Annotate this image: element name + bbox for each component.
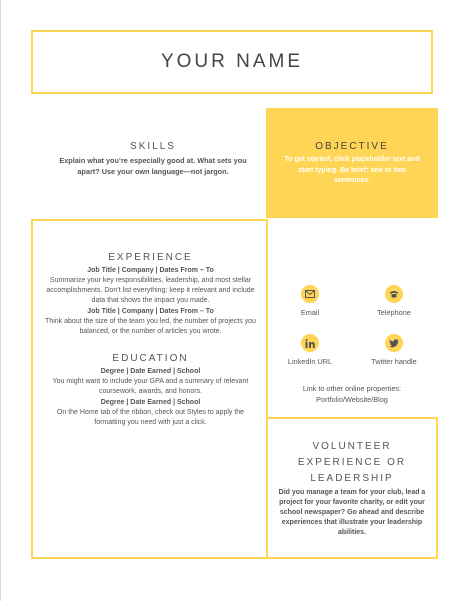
skills-section — [48, 141, 258, 177]
online-properties-line1[interactable]: Link to other online properties: — [302, 384, 402, 393]
volunteer-heading-line3[interactable]: LEADERSHIP — [310, 473, 394, 484]
experience-education-box — [31, 219, 268, 559]
education-description-1[interactable]: You might want to include your GPA and a summary of relevant coursework, awards, and honors. — [52, 378, 249, 395]
experience-description-1[interactable]: Summarize your key responsibilities, leadership, and most stellar accomplishments. Don’t list everything; keep it relevant and include data that shows the impact you made. — [46, 277, 255, 304]
volunteer-heading-line1[interactable]: VOLUNTEER — [312, 441, 392, 452]
online-properties-line2[interactable]: Portfolio/Website/Blog — [316, 395, 388, 404]
objective-body[interactable]: To get started, click placeholder text and start typing. Be brief: one or two sentences. — [284, 156, 420, 184]
linkedin-icon — [301, 334, 319, 352]
skills-heading[interactable]: SKILLS — [130, 141, 176, 152]
education-description-2[interactable]: On the Home tab of the ribbon, check out Styles to apply the formatting you need with just a click. — [56, 409, 245, 426]
experience-section — [43, 252, 258, 337]
volunteer-heading-line2[interactable]: EXPERIENCE OR — [297, 457, 407, 468]
volunteer-body[interactable]: Did you manage a team for your club, lead a project for your favorite charity, or edit your school newspaper? Go ahead and describe experiences that illustrate your leadership abilities. — [278, 489, 426, 536]
telephone-icon — [385, 285, 403, 303]
objective-section — [266, 108, 438, 218]
volunteer-section — [266, 417, 438, 559]
objective-heading[interactable]: OBJECTIVE — [315, 141, 389, 152]
telephone-label: Telephone — [377, 308, 411, 317]
linkedin-label: LinkedIn URL — [287, 357, 333, 366]
contact-linkedin[interactable] — [268, 334, 352, 366]
experience-job-title-1[interactable]: Job Title | Company | Dates From – To — [87, 267, 214, 274]
page-edge — [0, 0, 1, 601]
twitter-icon — [385, 334, 403, 352]
education-heading[interactable]: EDUCATION — [112, 353, 189, 364]
email-label: Email — [300, 308, 320, 317]
name-header-box — [31, 30, 433, 94]
email-icon — [301, 285, 319, 303]
contact-section — [268, 285, 436, 405]
twitter-label: Twitter handle — [371, 357, 417, 366]
contact-telephone[interactable] — [352, 285, 436, 317]
your-name[interactable]: YOUR NAME — [160, 51, 304, 72]
experience-heading[interactable]: EXPERIENCE — [108, 252, 193, 263]
experience-job-title-2[interactable]: Job Title | Company | Dates From – To — [87, 308, 214, 315]
education-section — [43, 353, 258, 428]
contact-email[interactable] — [268, 285, 352, 317]
skills-body[interactable]: Explain what you’re especially good at. What sets you apart? Use your own language—not jargon. — [59, 156, 247, 176]
experience-description-2[interactable]: Think about the size of the team you led, the number of projects you balanced, or the number of articles you wrote. — [45, 318, 256, 335]
education-degree-2[interactable]: Degree | Date Earned | School — [100, 399, 201, 406]
education-degree-1[interactable]: Degree | Date Earned | School — [100, 368, 201, 375]
contact-twitter[interactable] — [352, 334, 436, 366]
